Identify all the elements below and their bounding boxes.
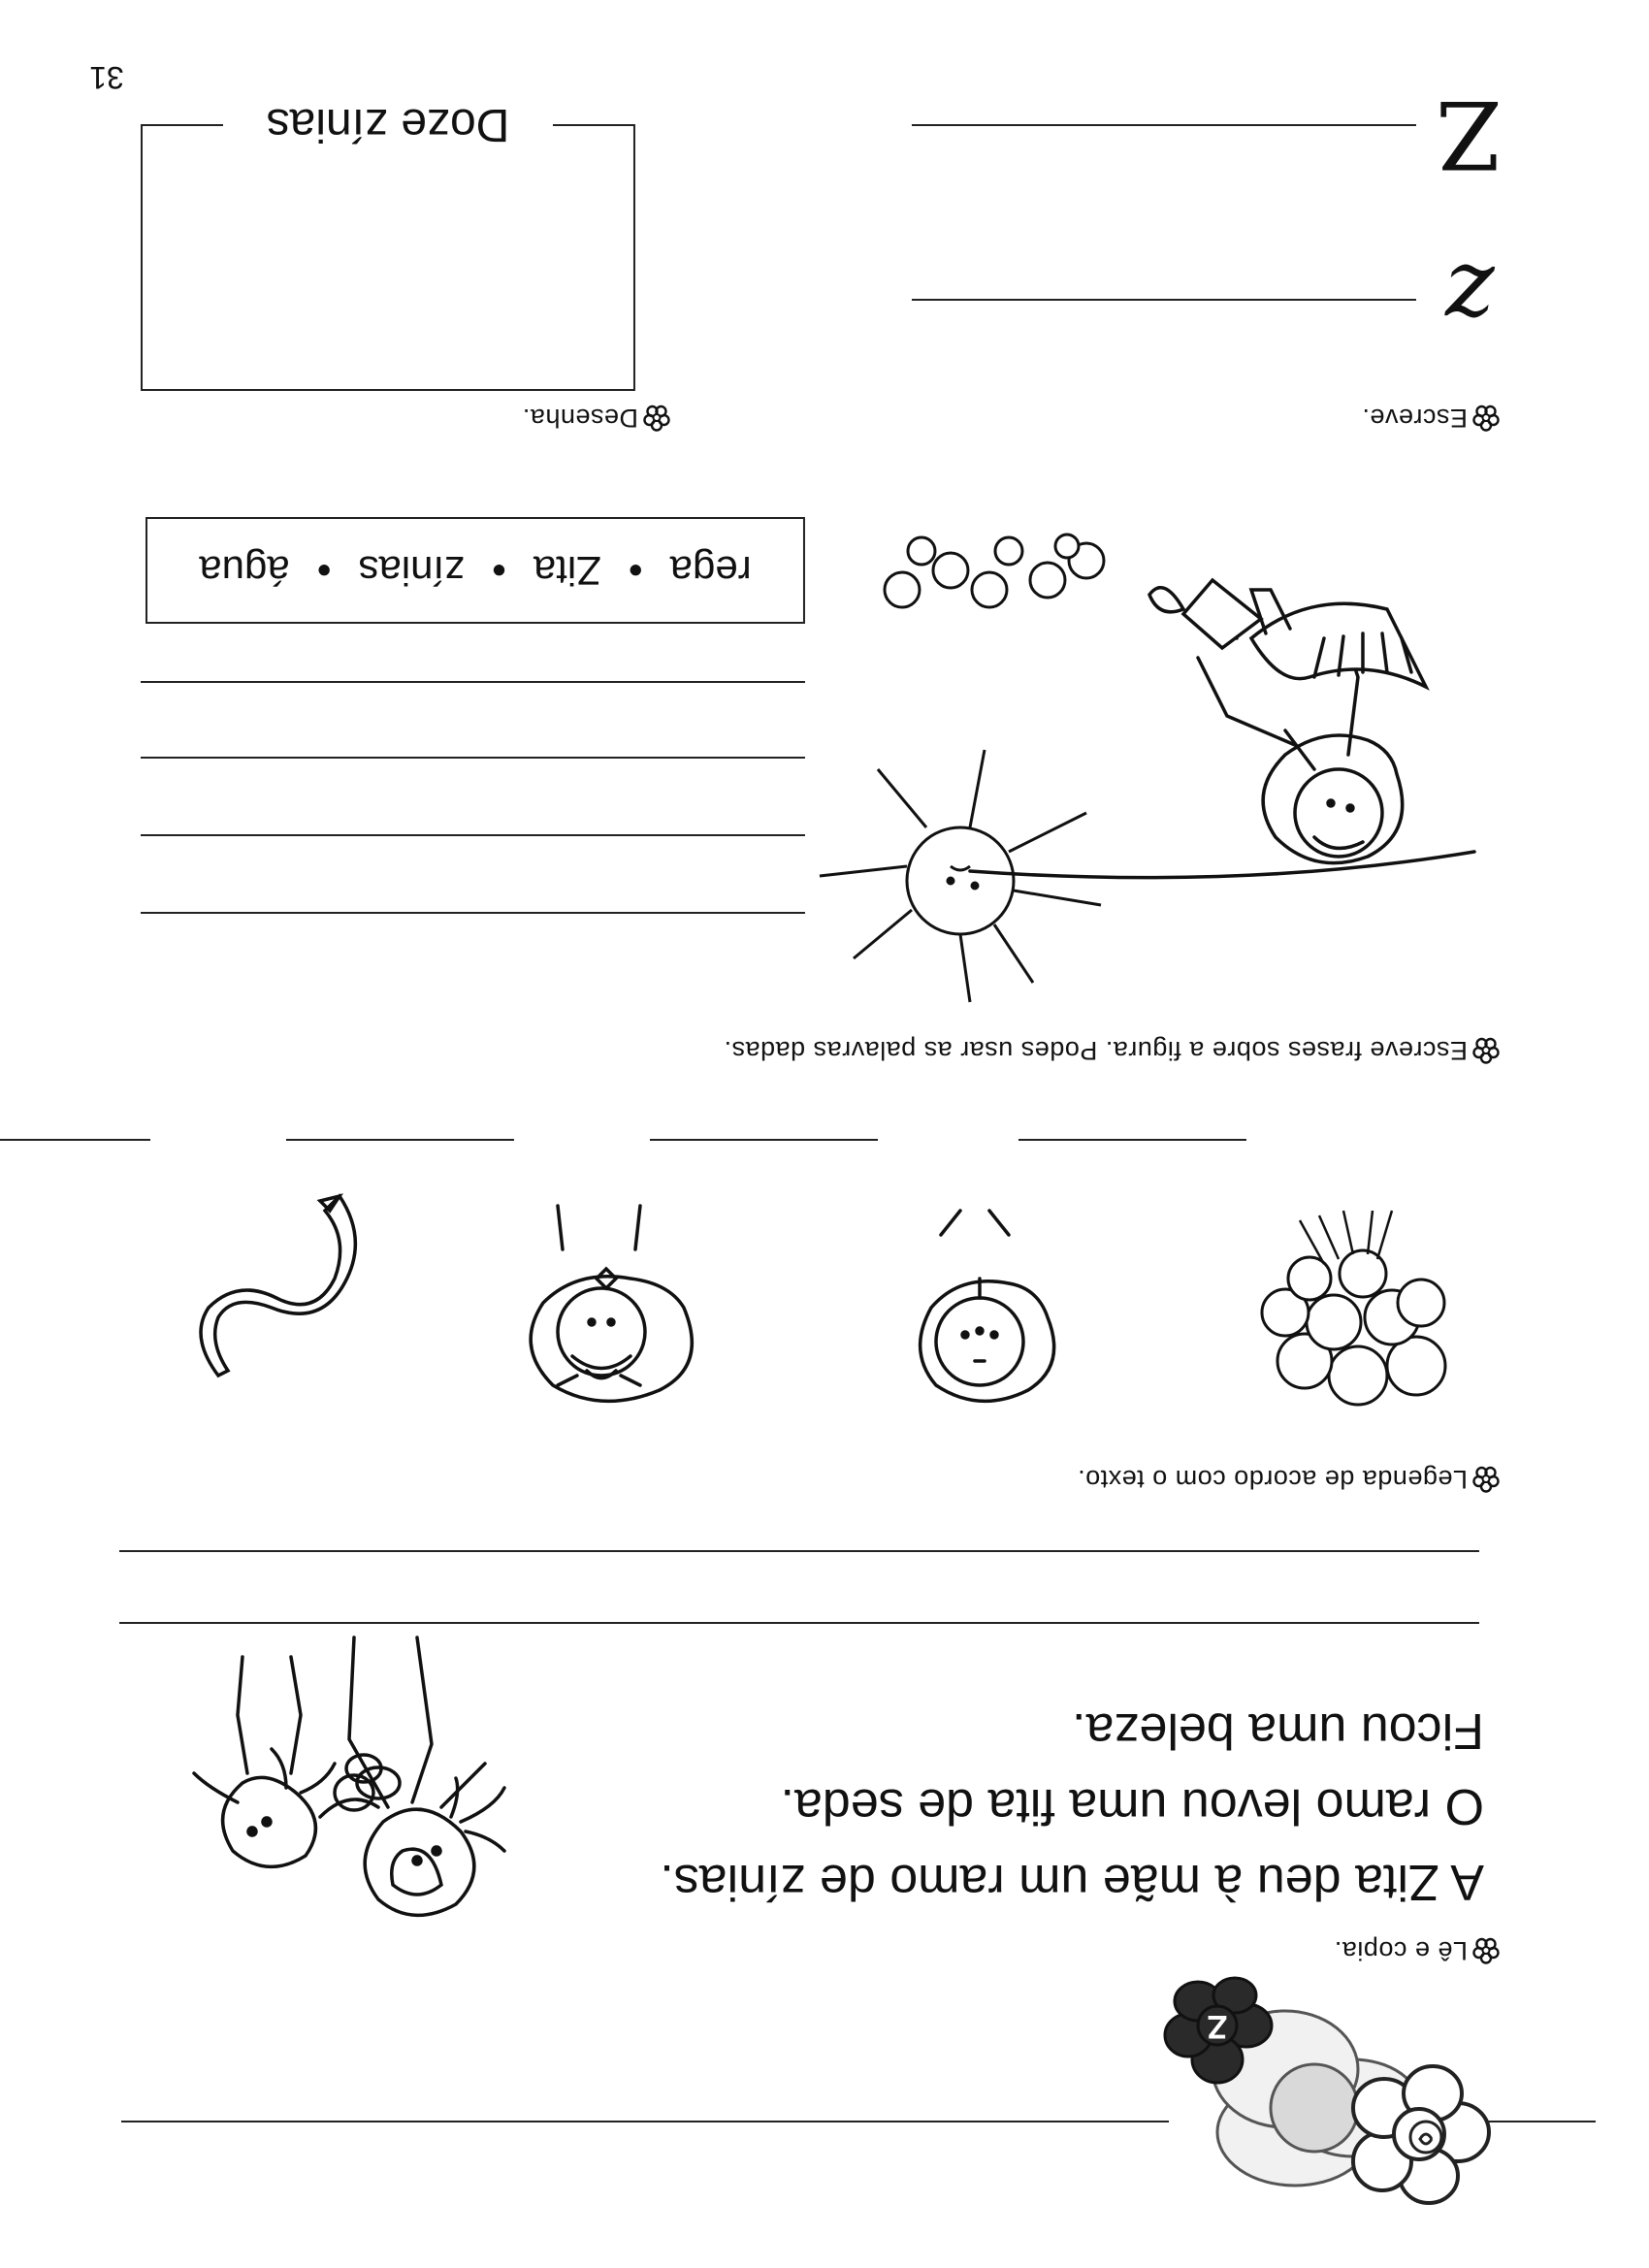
sentences-instruction bbox=[724, 1035, 1499, 1065]
legend-write-line-3[interactable] bbox=[286, 1139, 514, 1141]
cursive-z-letter: z bbox=[1444, 244, 1495, 353]
copy-line-1: A Zita deu à mãe um ramo de zínias. bbox=[660, 1854, 1484, 1910]
word-bank-box bbox=[146, 517, 805, 624]
legend-instruction-text: Legenda de acordo com o texto. bbox=[1077, 1465, 1468, 1494]
copy-instruction-text: Lê e copia. bbox=[1334, 1936, 1468, 1965]
zita-and-mother-illustration bbox=[150, 1637, 558, 1977]
copy-line-2: O ramo levou uma fita de seda. bbox=[780, 1778, 1484, 1834]
word-bank-word-2: Zita bbox=[533, 548, 601, 594]
mother-face-picture bbox=[500, 1201, 703, 1414]
print-z-letter: Z bbox=[1437, 80, 1503, 188]
draw-instruction bbox=[522, 403, 669, 433]
word-bank-word-3: zínias bbox=[358, 548, 466, 594]
copy-write-line-2[interactable] bbox=[119, 1550, 1479, 1552]
silk-ribbon-picture bbox=[170, 1191, 364, 1414]
word-bank-word-1: rega bbox=[669, 548, 752, 594]
copy-instruction bbox=[1334, 1935, 1499, 1965]
sentence-write-line-1[interactable] bbox=[141, 912, 805, 914]
sentence-write-line-2[interactable] bbox=[141, 834, 805, 836]
flower-bullet-icon bbox=[1473, 1038, 1499, 1063]
zinnia-bouquet-picture bbox=[1246, 1211, 1470, 1434]
flower-bullet-icon bbox=[1473, 1467, 1499, 1492]
letter-z-flower-badge-icon bbox=[1159, 1977, 1508, 2215]
copy-write-line-1[interactable] bbox=[119, 1622, 1479, 1624]
legend-write-line-1[interactable] bbox=[1018, 1139, 1246, 1141]
legend-write-line-2[interactable] bbox=[650, 1139, 878, 1141]
draw-box[interactable] bbox=[141, 124, 635, 391]
legend-instruction bbox=[1078, 1464, 1499, 1494]
write-instruction bbox=[1362, 403, 1499, 433]
zita-face-picture bbox=[883, 1191, 1077, 1414]
letter-write-line-1[interactable] bbox=[912, 299, 1416, 301]
flower-bullet-icon bbox=[1473, 405, 1499, 431]
copy-line-3: Ficou uma beleza. bbox=[1072, 1702, 1484, 1759]
draw-box-label: Doze zínias bbox=[223, 95, 553, 153]
page-number: 31 bbox=[89, 60, 124, 95]
letter-write-line-2[interactable] bbox=[912, 124, 1416, 126]
flower-bullet-icon bbox=[1473, 1938, 1499, 1963]
word-bank-separator-icon: • bbox=[628, 548, 643, 594]
word-bank-separator-icon: • bbox=[316, 548, 332, 594]
sentence-write-line-4[interactable] bbox=[141, 681, 805, 683]
legend-write-line-4[interactable] bbox=[0, 1139, 150, 1141]
write-instruction-text: Escreve. bbox=[1361, 404, 1468, 433]
sentences-instruction-text: Escreve frases sobre a figura. Podes usar as palavras dadas. bbox=[724, 1036, 1468, 1065]
badge-letter: Z bbox=[1207, 2008, 1228, 2045]
word-bank-separator-icon: • bbox=[492, 548, 506, 594]
sentence-write-line-3[interactable] bbox=[141, 757, 805, 759]
word-bank-word-4: água bbox=[199, 548, 290, 594]
top-rule-right bbox=[121, 2121, 1169, 2122]
zita-watering-garden-illustration bbox=[795, 522, 1494, 1007]
draw-instruction-text: Desenha. bbox=[522, 404, 638, 433]
flower-bullet-icon bbox=[644, 405, 669, 431]
